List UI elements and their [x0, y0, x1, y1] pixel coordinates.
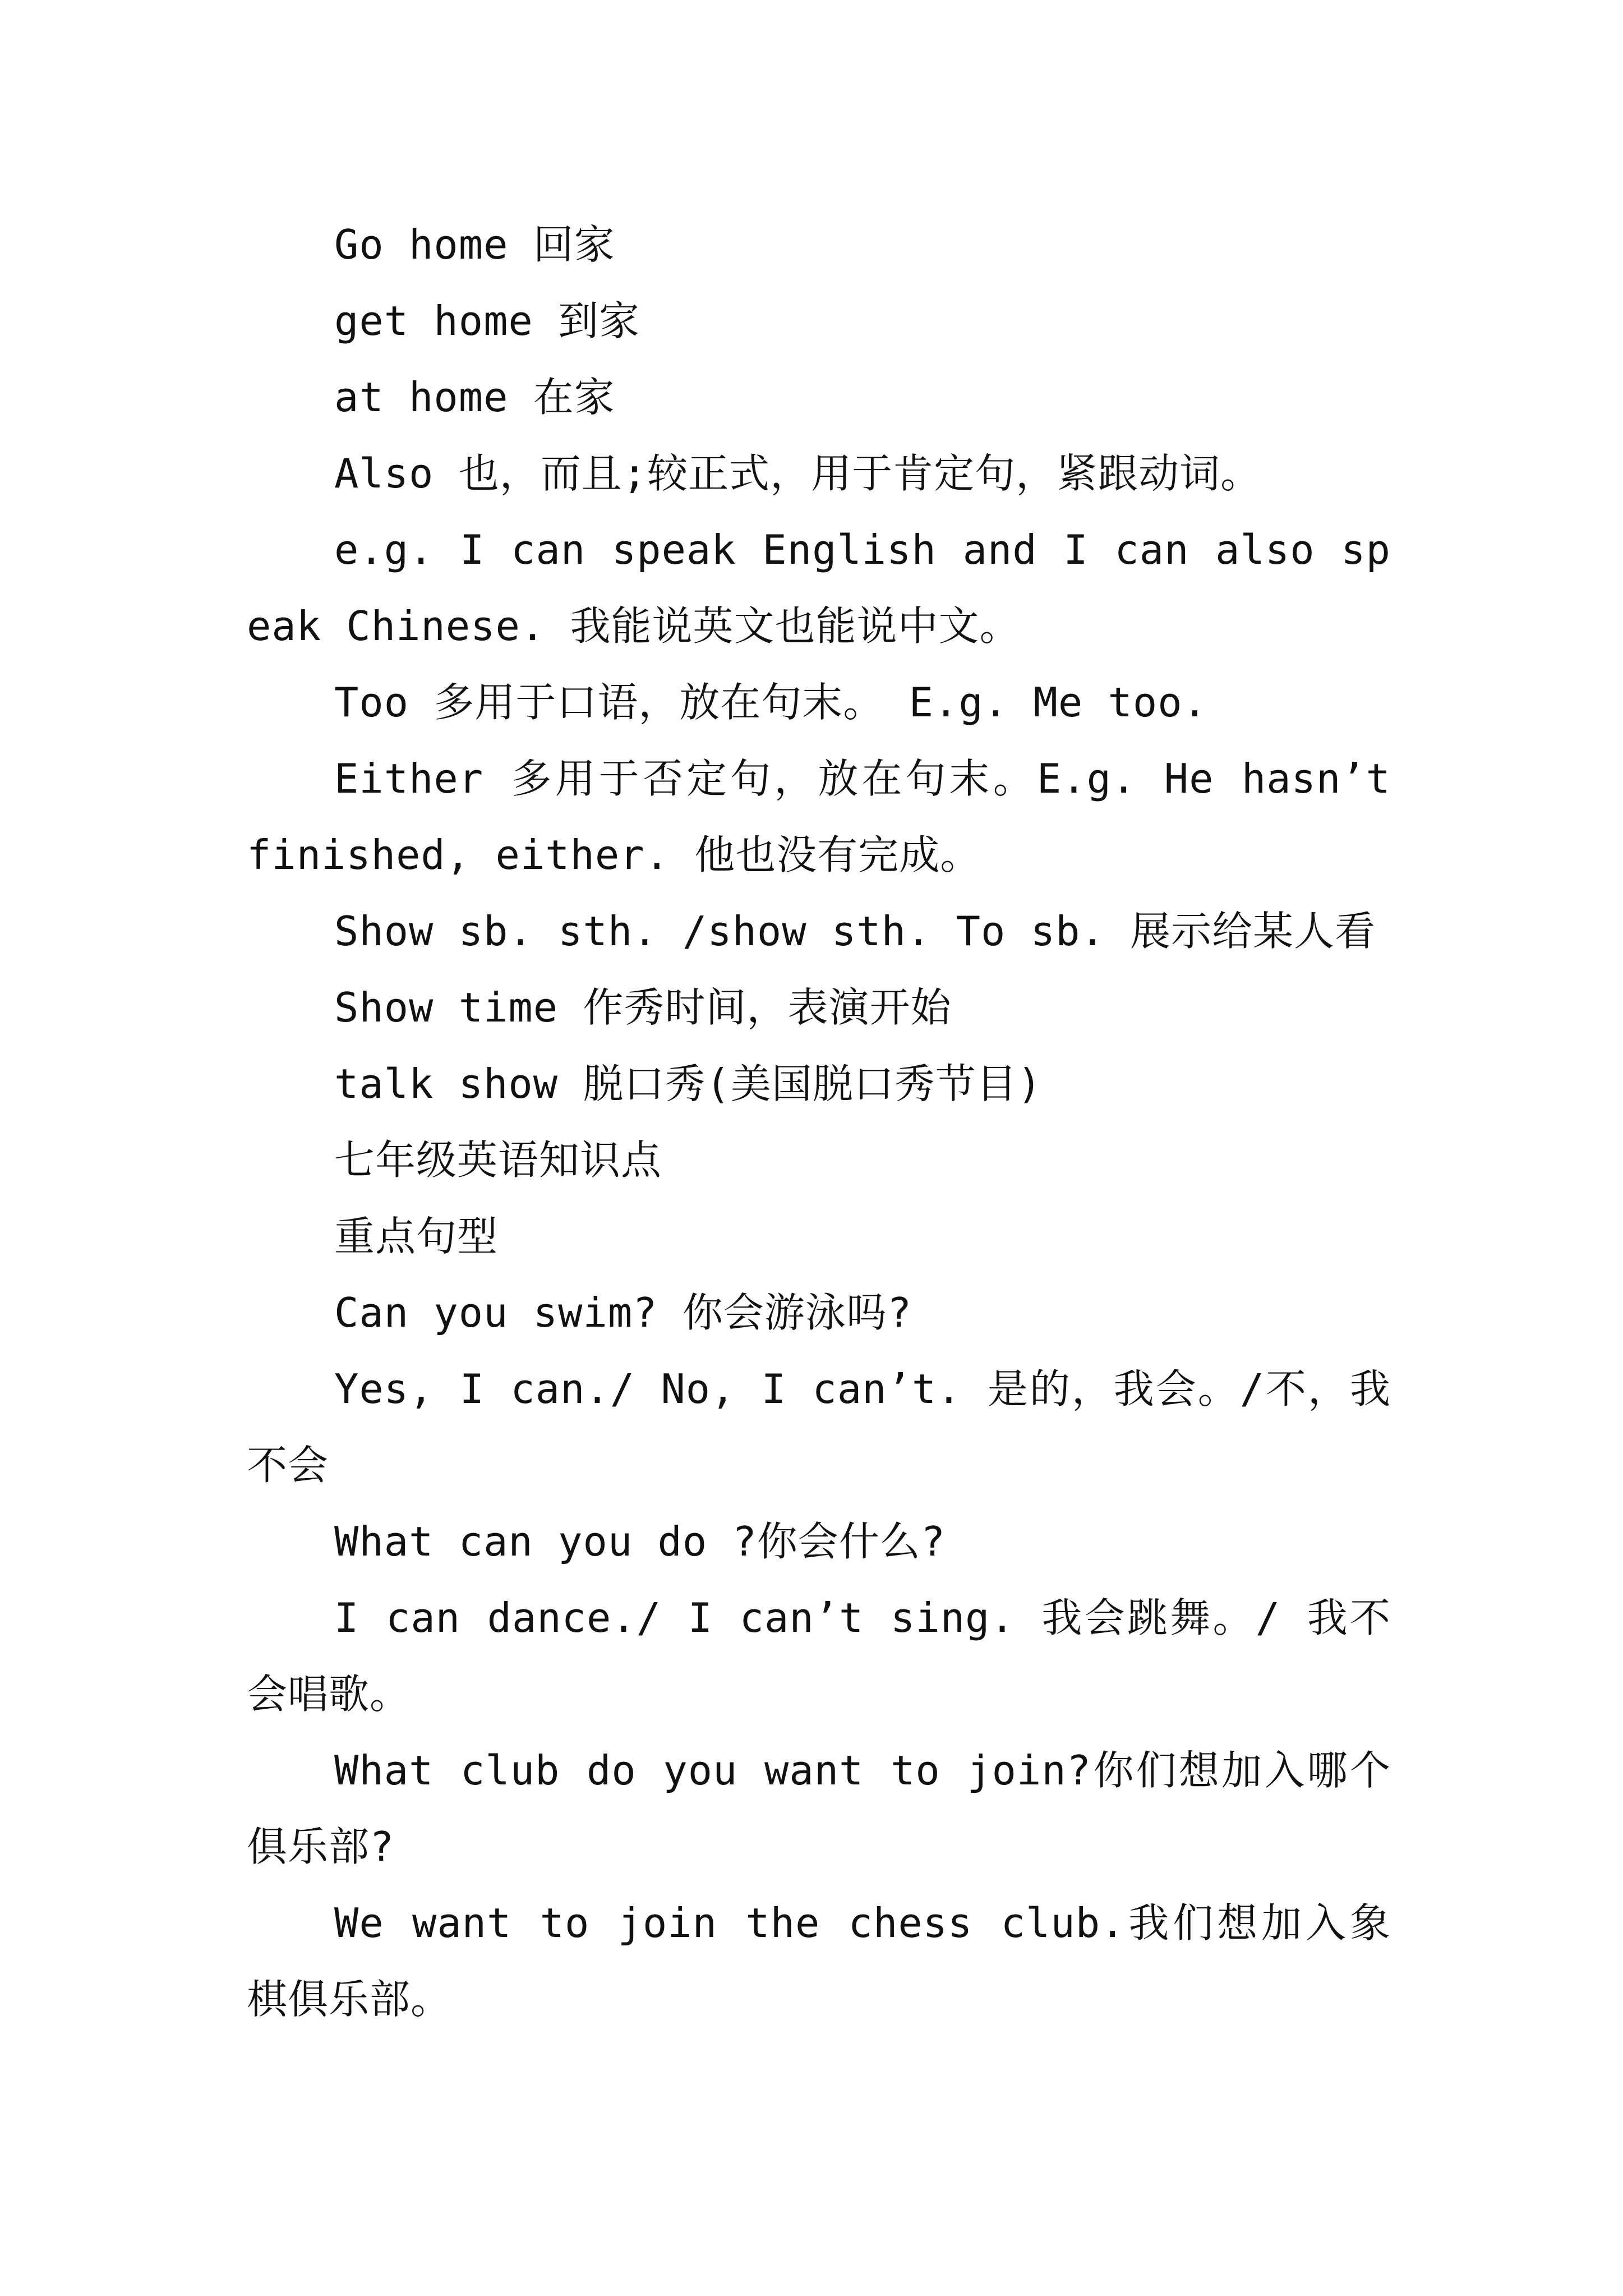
paragraph-i-can-dance: I can dance./ I can’t sing. 我会跳舞。/ 我不会唱歌。 [247, 1594, 1391, 1718]
paragraph-what-club: What club do you want to join?你们想加入哪个俱乐部? [247, 1747, 1391, 1870]
section-heading-knowledge-points: 七年级英语知识点 [334, 1137, 662, 1184]
paragraph-can-you-swim: Can you swim? 你会游泳吗? [334, 1289, 912, 1336]
paragraph-chess-club: We want to join the chess club.我们想加入象棋俱乐部。 [247, 1899, 1391, 2023]
paragraph-talk-show: talk show 脱口秀(美国脱口秀节目) [334, 1060, 1043, 1107]
paragraph-also: Also 也，而且;较正式，用于肯定句，紧跟动词。 [334, 450, 1262, 497]
paragraph-get-home: get home 到家 [334, 297, 640, 344]
paragraph-also-example: e.g. I can speak English and I can also speak Chinese. 我能说英文也能说中文。 [247, 526, 1391, 650]
paragraph-yes-i-can: Yes, I can./ No, I can’t. 是的，我会。/不，我不会 [247, 1365, 1391, 1489]
section-heading-key-sentences: 重点句型 [334, 1213, 499, 1260]
paragraph-either: Either 多用于否定句，放在句末。E.g. He hasn’t finished, either. 他也没有完成。 [247, 755, 1416, 878]
paragraph-what-can-you-do: What can you do ?你会什么? [334, 1518, 946, 1565]
document-body [247, 206, 1416, 2037]
paragraph-too: Too 多用于口语，放在句末。 E.g. Me too. [334, 679, 1207, 726]
paragraph-at-home: at home 在家 [334, 374, 615, 421]
paragraph-show-time: Show time 作秀时间，表演开始 [334, 984, 952, 1031]
paragraph-show-sb-sth: Show sb. sth. /show sth. To sb. 展示给某人看 [334, 908, 1376, 955]
paragraph-go-home: Go home 回家 [334, 221, 615, 268]
